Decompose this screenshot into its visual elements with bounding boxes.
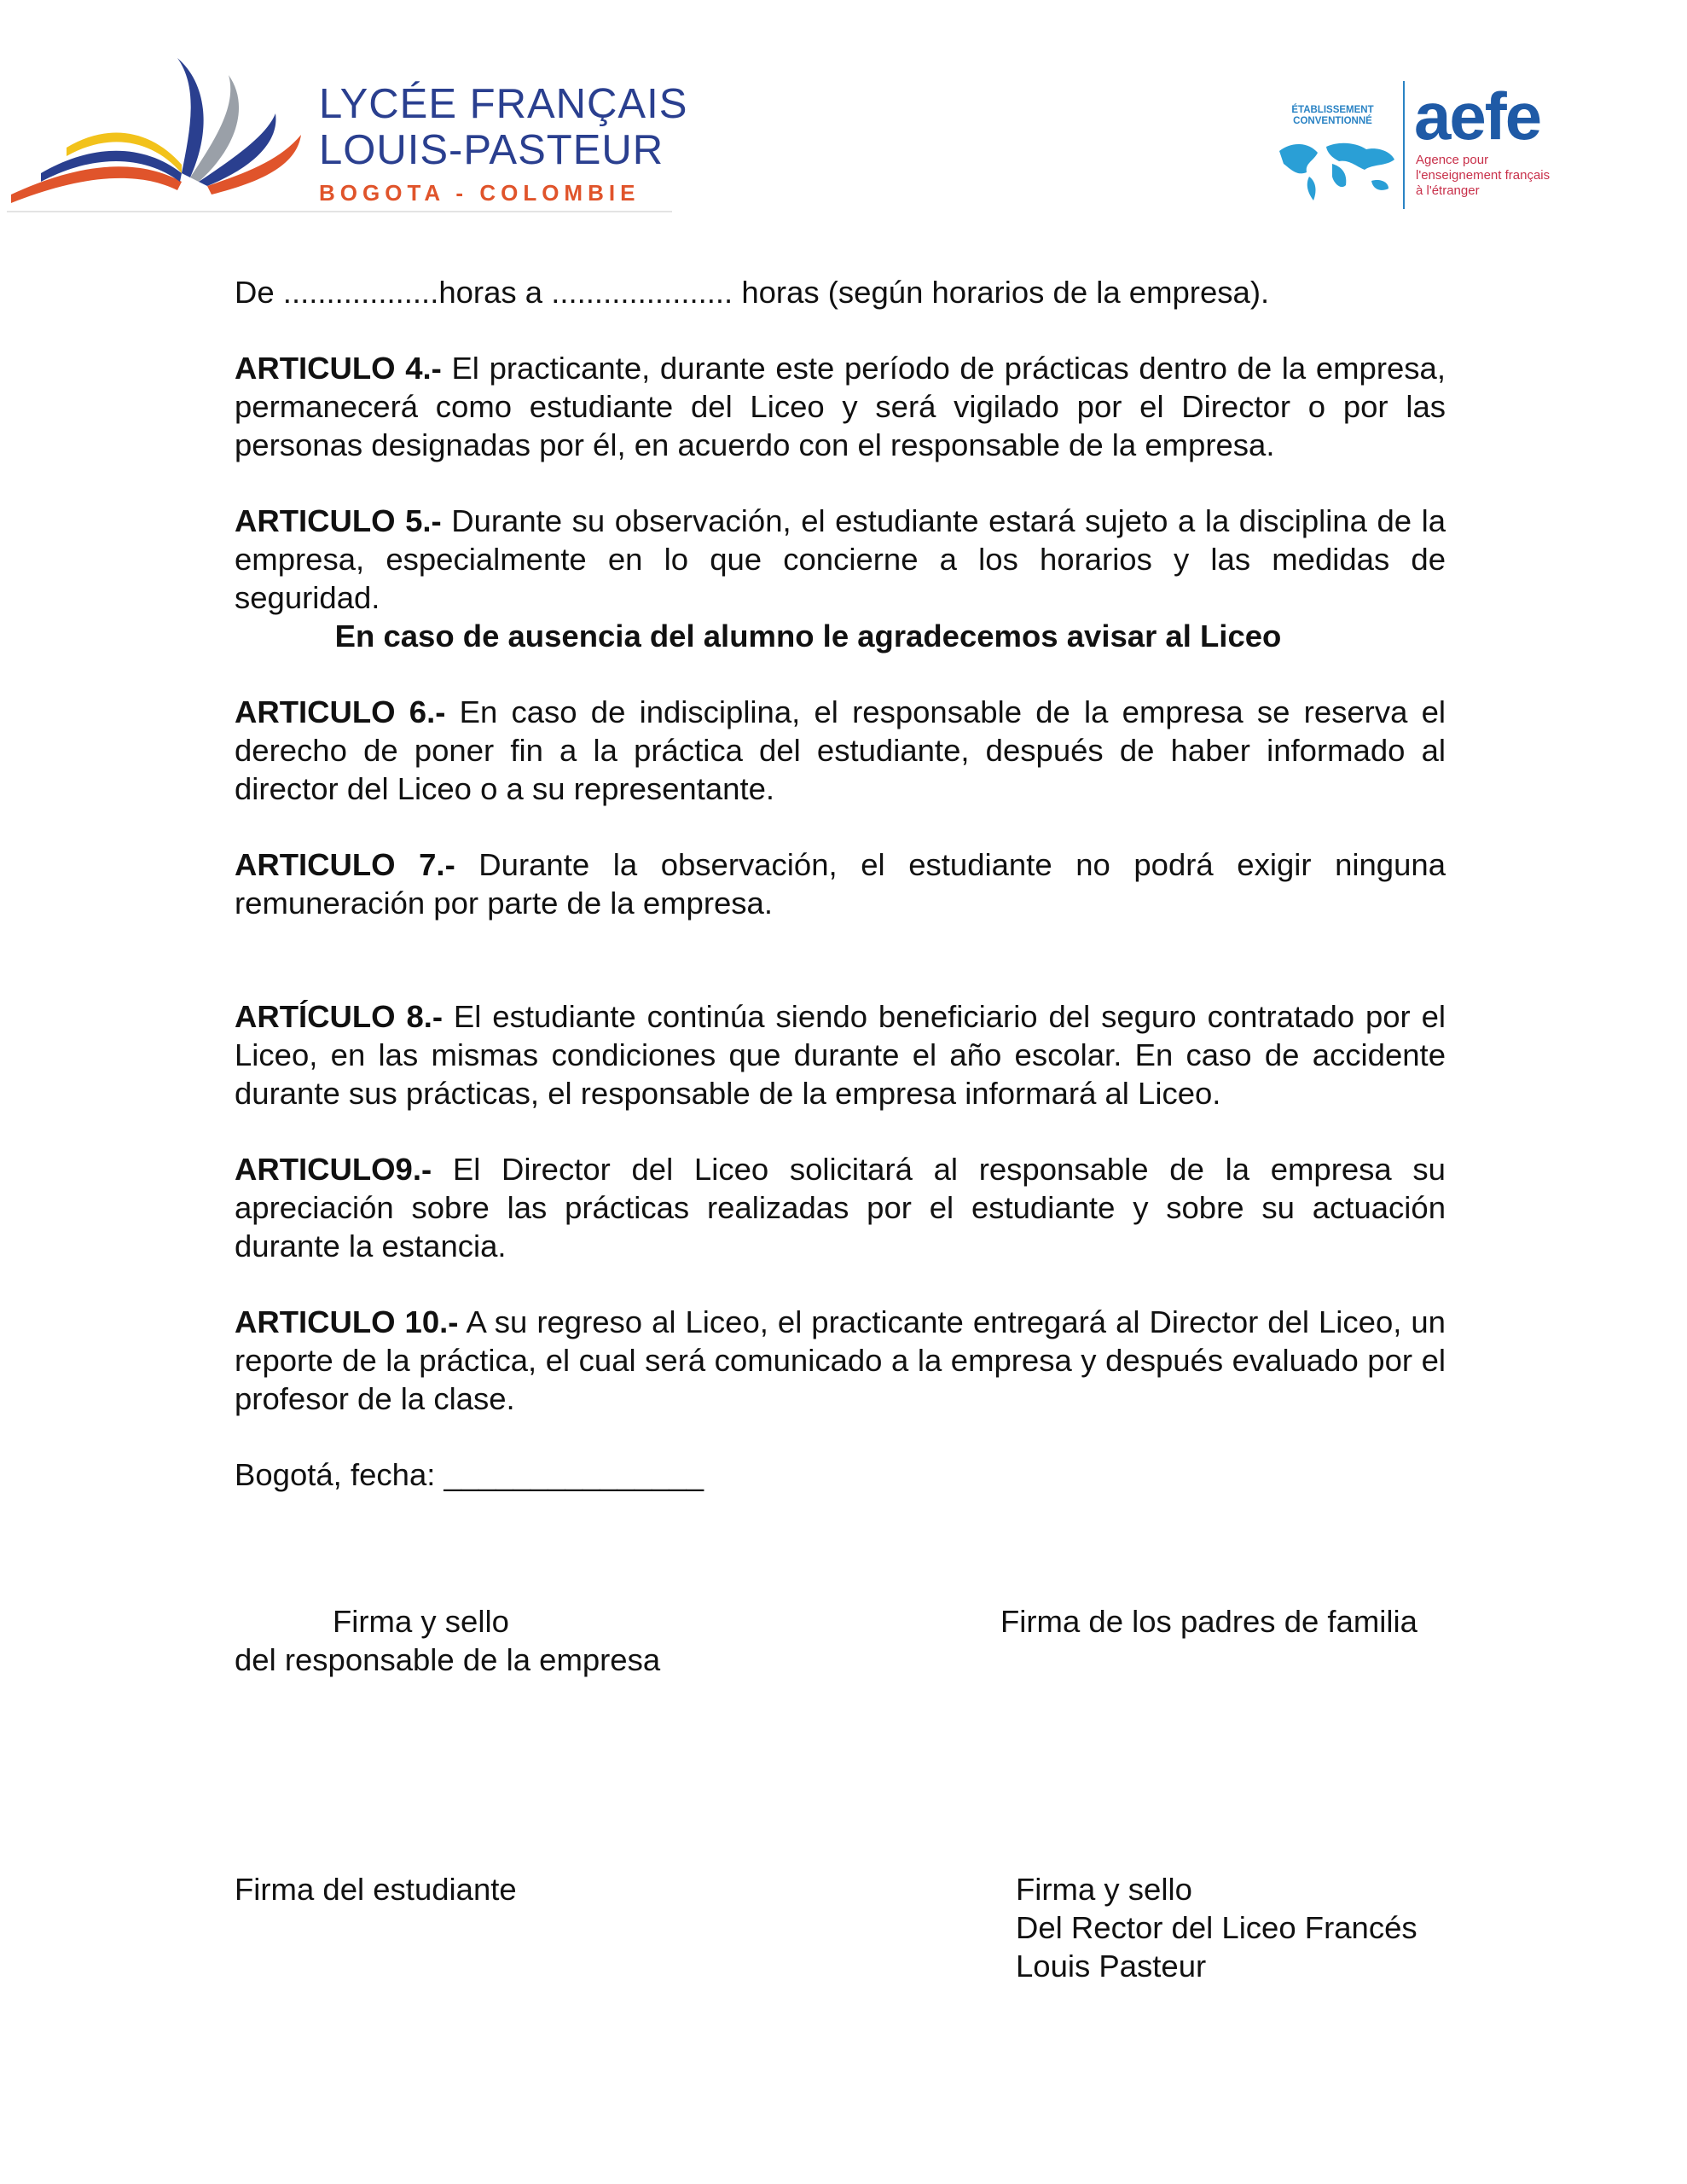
article-10 [235, 1303, 1446, 1418]
article-10-text: A su regreso al Liceo, el practicante entregará al Director del Liceo, un reporte de la práctica, el cual será comunicado a la empresa y después evaluado por el profesor de la clase. [235, 1304, 1446, 1416]
open-book-icon [7, 54, 305, 212]
logo-line-3: BOGOTA - COLOMBIE [319, 180, 641, 206]
aefe-separator [1403, 81, 1405, 209]
article-9 [235, 1150, 1446, 1265]
article-10-label: ARTICULO 10.- [235, 1304, 459, 1339]
article-4 [235, 349, 1446, 464]
article-4-text: El practicante, durante este período de prácticas dentro de la empresa, permanecerá como estudiante del Liceo y será vigilado por el Director o por las personas designadas por él, en acuerdo con el responsable de la empresa. [235, 351, 1446, 462]
hours-line: De ..................horas a ..................... horas (según horarios de la empresa). [235, 275, 1270, 310]
rector-signature-line2: Del Rector del Liceo Francés [1016, 1910, 1417, 1945]
aefe-subtitle-1: Agence pour [1416, 153, 1489, 167]
article-5 [235, 502, 1446, 617]
logo-line-2: LOUIS-PASTEUR [319, 127, 664, 173]
article-7-text: Durante la observación, el estudiante no podrá exigir ninguna remuneración por parte de la empresa. [235, 847, 1446, 921]
article-6 [235, 693, 1446, 808]
absence-notice: En caso de ausencia del alumno le agradecemos avisar al Liceo [334, 619, 1282, 653]
student-signature: Firma del estudiante [235, 1872, 517, 1907]
article-6-text: En caso de indisciplina, el responsable de la empresa se reserva el derecho de poner fin a la práctica del estudiante, después de haber informado al director del Liceo o a su representante. [235, 694, 1446, 806]
aefe-logo [1271, 78, 1595, 209]
rector-signature-line1: Firma y sello [1016, 1872, 1192, 1907]
logo-line-1: LYCÉE FRANÇAIS [319, 81, 688, 127]
parents-signature: Firma de los padres de familia [1000, 1604, 1417, 1639]
aefe-subtitle-2: l'enseignement français [1416, 168, 1551, 183]
article-9-label: ARTICULO9.- [235, 1152, 432, 1187]
article-5-text: Durante su observación, el estudiante estará sujeto a la disciplina de la empresa, especialmente en lo que concierne a los horarios y las medidas de seguridad. [235, 503, 1446, 615]
aefe-wordmark: aefe [1414, 78, 1541, 154]
article-7-label: ARTICULO 7.- [235, 847, 455, 882]
article-5-label: ARTICULO 5.- [235, 503, 442, 538]
document-body [235, 273, 1446, 1494]
article-9-text: El Director del Liceo solicitará al responsable de la empresa su apreciación sobre las prácticas realizadas por el estudiante y sobre su actuación durante la estancia. [235, 1152, 1446, 1263]
aefe-subtitle-3: à l'étranger [1416, 183, 1480, 198]
company-signature-line2: del responsable de la empresa [235, 1642, 661, 1677]
aefe-subtitle [1416, 153, 1550, 199]
article-6-label: ARTICULO 6.- [235, 694, 446, 729]
article-8 [235, 997, 1446, 1112]
article-8-text: El estudiante continúa siendo beneficiario del seguro contratado por el Liceo, en las mismas condiciones que durante el año escolar. En caso de accidente durante sus prácticas, el responsable de la empresa informará al Liceo. [235, 999, 1446, 1111]
article-8-label: ARTÍCULO 8.- [235, 999, 443, 1034]
world-map-icon [1271, 134, 1397, 202]
company-signature-line1: Firma y sello [333, 1604, 509, 1639]
article-4-label: ARTICULO 4.- [235, 351, 442, 386]
header-rule [7, 211, 672, 212]
date-line: Bogotá, fecha: _______________ [235, 1457, 704, 1492]
rector-signature-line3: Louis Pasteur [1016, 1949, 1207, 1984]
article-7 [235, 845, 1446, 922]
lycee-francais-logo [7, 47, 688, 218]
page-header [0, 0, 1687, 222]
aefe-badge-text: ÉTABLISSEMENT CONVENTIONNÉ [1291, 105, 1374, 126]
